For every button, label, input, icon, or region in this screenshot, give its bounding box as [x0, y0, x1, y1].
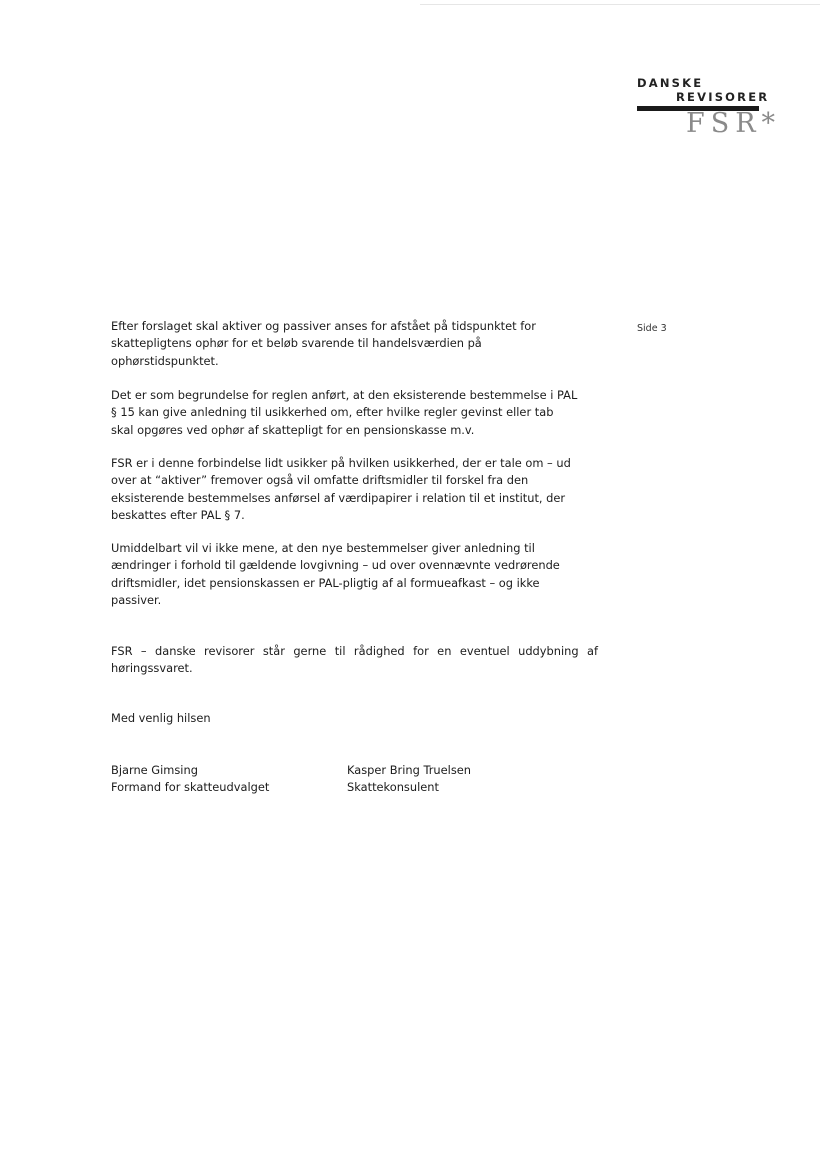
- signature-name: Kasper Bring Truelsen: [347, 763, 471, 777]
- page-number: Side 3: [637, 323, 667, 334]
- paragraph-line: beskattes efter PAL § 7.: [111, 507, 245, 522]
- paragraph-line: FSR er i denne forbindelse lidt usikker på hvilken usikkerhed, der er tale om – ud: [111, 456, 571, 470]
- signature-title: Formand for skatteudvalget: [111, 780, 270, 795]
- paragraph-line: eksisterende bestemmelses anførsel af værdipapirer i relation til et institut, der: [111, 490, 566, 505]
- signature-name: Bjarne Gimsing: [111, 763, 198, 777]
- paragraph-line: Umiddelbart vil vi ikke mene, at den nye bestemmelser giver anledning til: [111, 541, 535, 555]
- closing-greeting: [111, 710, 211, 727]
- paragraph-line: ændringer i forhold til gældende lovgivning – ud over ovennævnte vedrørende: [111, 558, 560, 573]
- closing-text: Med venlig hilsen: [111, 711, 211, 725]
- paragraph-line: skattepligtens ophør for et beløb svarende til handelsværdien på: [111, 336, 482, 351]
- logo-text-revisorer: REVISORER: [676, 90, 770, 104]
- logo-mark-fsr: FSR*: [686, 108, 782, 139]
- signature-block-2: [347, 762, 471, 797]
- paragraph-line: Efter forslaget skal aktiver og passiver anses for afstået på tidspunktet for: [111, 319, 536, 333]
- paragraph-5: [111, 643, 598, 678]
- paragraph-line: ophørstidspunktet.: [111, 353, 219, 368]
- paragraph-line: passiver.: [111, 592, 162, 607]
- signature-title: Skattekonsulent: [347, 780, 439, 795]
- signature-block-1: [111, 762, 269, 797]
- paragraph-line: § 15 kan give anledning til usikkerhed om, efter hvilke regler gevinst eller tab: [111, 405, 554, 420]
- scan-edge-line: [420, 4, 820, 5]
- paragraph-line: FSR – danske revisorer står gerne til rådighed for en eventuel uddybning af: [111, 644, 598, 658]
- paragraph-line: over at “aktiver” fremover også vil omfatte driftsmidler til forskel fra den: [111, 473, 529, 488]
- paragraph-1: [111, 318, 536, 370]
- paragraph-line: Det er som begrundelse for reglen anført, at den eksisterende bestemmelse i PAL: [111, 388, 578, 402]
- paragraph-2: [111, 387, 577, 439]
- paragraph-4: [111, 540, 560, 609]
- paragraph-line: skal opgøres ved ophør af skattepligt for en pensionskasse m.v.: [111, 422, 475, 437]
- logo-text-danske: DANSKE: [637, 76, 704, 90]
- paragraph-line: høringssvaret.: [111, 661, 193, 676]
- paragraph-3: [111, 455, 571, 524]
- paragraph-line: driftsmidler, idet pensionskassen er PAL-pligtig af al formueafkast – og ikke: [111, 575, 540, 590]
